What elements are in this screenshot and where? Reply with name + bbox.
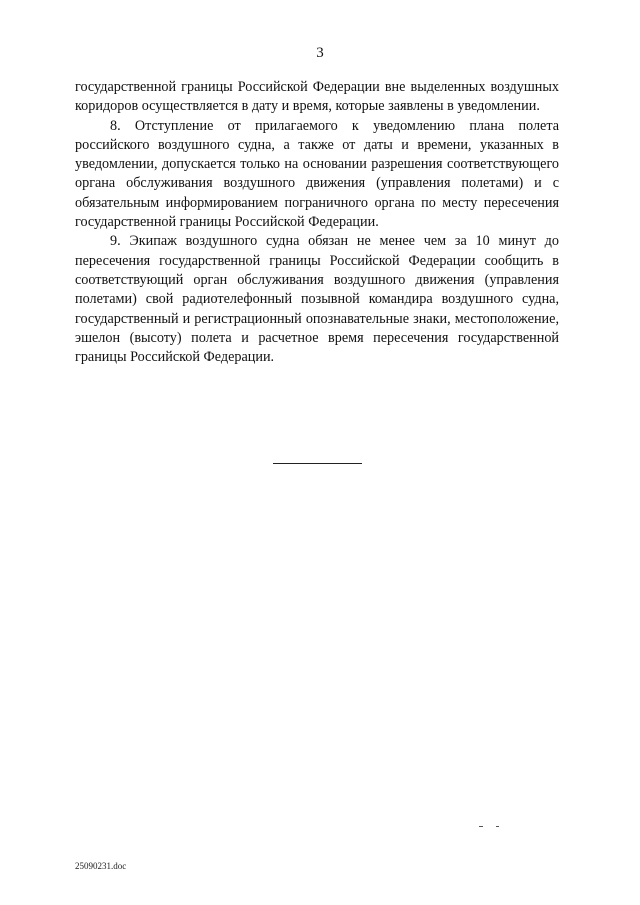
document-body bbox=[75, 78, 559, 367]
page-number: 3 bbox=[316, 45, 324, 61]
paragraph-item-8: 8. Отступление от прилагаемого к уведомлению плана полета российского воздушного судна, а также от даты и времени, указанных в уведомлении, допускается только на основании разрешения соответствующего органа обслуживания воздушного движения (управления полетами) и с обязательным информированием пограничного органа по месту пересечения государственной границы Российской Федерации. bbox=[75, 117, 559, 231]
paragraph-continuation: государственной границы Российской Федерации вне выделенных воздушных коридоров осуществляется в дату и время, которые заявлены в уведомлении. bbox=[75, 79, 559, 115]
paragraph-item-9: 9. Экипаж воздушного судна обязан не менее чем за 10 минут до пересечения государственной границы Российской Федерации сообщить в соответствующий орган обслуживания воздушного движения (управления полетами) свой радиотелефонный позывной командира воздушного судна, государственный и регистрационный опознавательные знаки, местоположение, эшелон (высоту) полета и расчетное время пересечения государственной границы Российской Федерации. bbox=[75, 233, 559, 366]
scan-mark bbox=[496, 826, 499, 827]
scan-mark bbox=[479, 826, 483, 827]
end-separator-line bbox=[273, 463, 362, 464]
footer-filename: 25090231.doc bbox=[75, 861, 127, 871]
